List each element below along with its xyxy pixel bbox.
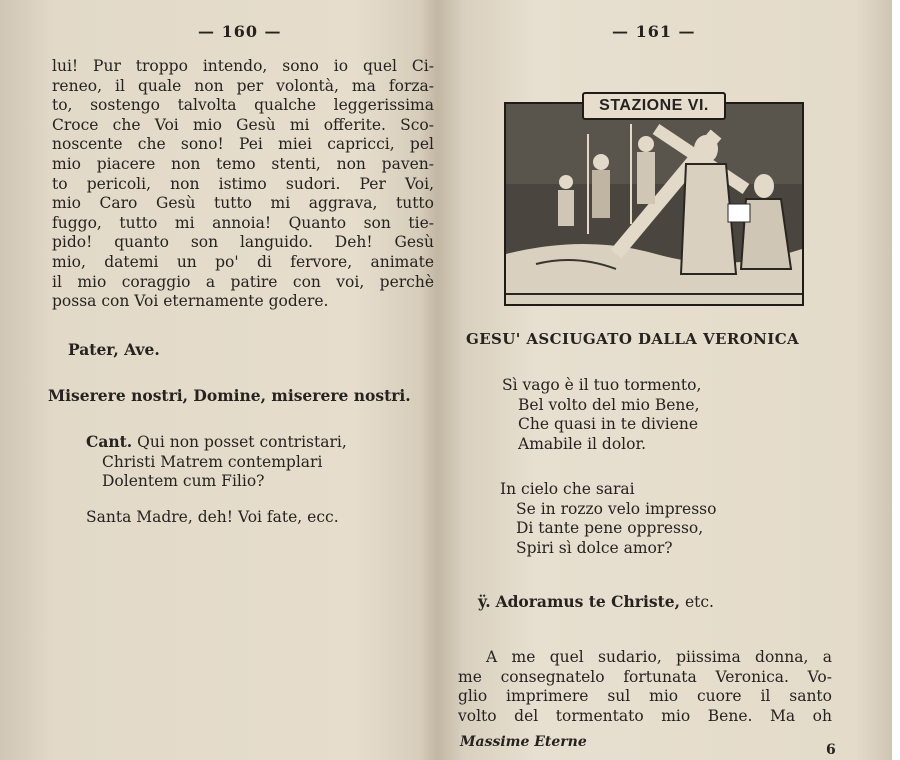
prose-line: me consegnatelo fortunata Veronica. Vo- (458, 667, 832, 686)
footer-title: Massime Eterne (460, 734, 587, 750)
cant-line: Christi Matrem contemplari (102, 452, 323, 471)
prose-line: possa con Voi eternamente godere. (52, 292, 329, 311)
station-banner: STAZIONE VI. (582, 92, 726, 120)
versicle-text: Adoramus te Christe, (495, 592, 680, 611)
stanza-line: Se in rozzo velo impresso (516, 499, 717, 518)
stanza-line: Bel volto del mio Bene, (518, 395, 700, 414)
prose-line: to pericoli, non istimo sudori. Per Voi, (52, 174, 434, 193)
stanza-2 (500, 480, 716, 558)
santa-madre: Santa Madre, deh! Voi fate, ecc. (86, 508, 339, 526)
page-number-160: — 160 — (198, 22, 282, 41)
prose-line: glio imprimere sul mio cuore il santo (458, 687, 832, 706)
prose-line: mio Caro Gesù tutto mi aggrava, tutto (52, 194, 434, 213)
station-title: GESU' ASCIUGATO DALLA VERONICA (466, 330, 800, 348)
prose-line: pido! quanto son languido. Deh! Gesù (52, 233, 434, 252)
right-page (446, 0, 892, 760)
prose-line: A me quel sudario, piissima donna, a (486, 648, 832, 666)
station-illustration (504, 102, 804, 306)
cant-line: Qui non posset contristari, (137, 433, 347, 451)
right-prose (458, 648, 832, 726)
prose-line: lui! Pur troppo intendo, sono io quel Ci- (52, 57, 434, 75)
stanza-line: Di tante pene oppresso, (516, 519, 704, 538)
stanza-line: Spiri sì dolce amor? (516, 538, 673, 557)
scan-margin (892, 0, 900, 760)
left-page (0, 0, 446, 760)
engraving-icon (506, 104, 802, 304)
stanza-line: In cielo che sarai (500, 480, 635, 498)
footer-signature: 6 (826, 742, 836, 758)
left-prose (52, 57, 434, 312)
prose-line: noscente che sono! Pei miei capricci, pel (52, 135, 434, 154)
cant-label: Cant. (86, 432, 133, 451)
stanza-line: Sì vago è il tuo tormento, (502, 376, 702, 394)
prose-line: mio piacere non temo stenti, non paven- (52, 154, 434, 173)
stanza-line: Che quasi in te diviene (518, 415, 699, 434)
versicle (478, 592, 714, 611)
cant-line: Dolentem cum Filio? (102, 472, 265, 491)
prose-line: fuggo, tutto mi annoia! Quanto son tie- (52, 213, 434, 232)
stanza-line: Amabile il dolor. (518, 434, 647, 453)
prose-line: volto del tormentato mio Bene. Ma oh (458, 706, 832, 725)
versicle-etc: etc. (684, 593, 714, 611)
prose-line: reneo, il quale non per volontà, ma forza- (52, 76, 434, 95)
page-number-161: — 161 — (612, 22, 696, 41)
prose-line: mio, datemi un po' di fervore, animate (52, 252, 434, 271)
versicle-symbol: ÿ. (478, 592, 491, 611)
stanza-1 (502, 376, 701, 454)
prose-line: to, sostengo talvolta qualche leggerissima (52, 96, 434, 115)
pater-ave: Pater, Ave. (68, 340, 160, 359)
prose-line: Croce che Voi mio Gesù mi offerite. Sco- (52, 115, 434, 134)
cant-verse (86, 432, 347, 492)
miserere: Miserere nostri, Domine, miserere nostri. (48, 386, 411, 405)
prose-line: il mio coraggio a patire con voi, perchè (52, 272, 434, 291)
